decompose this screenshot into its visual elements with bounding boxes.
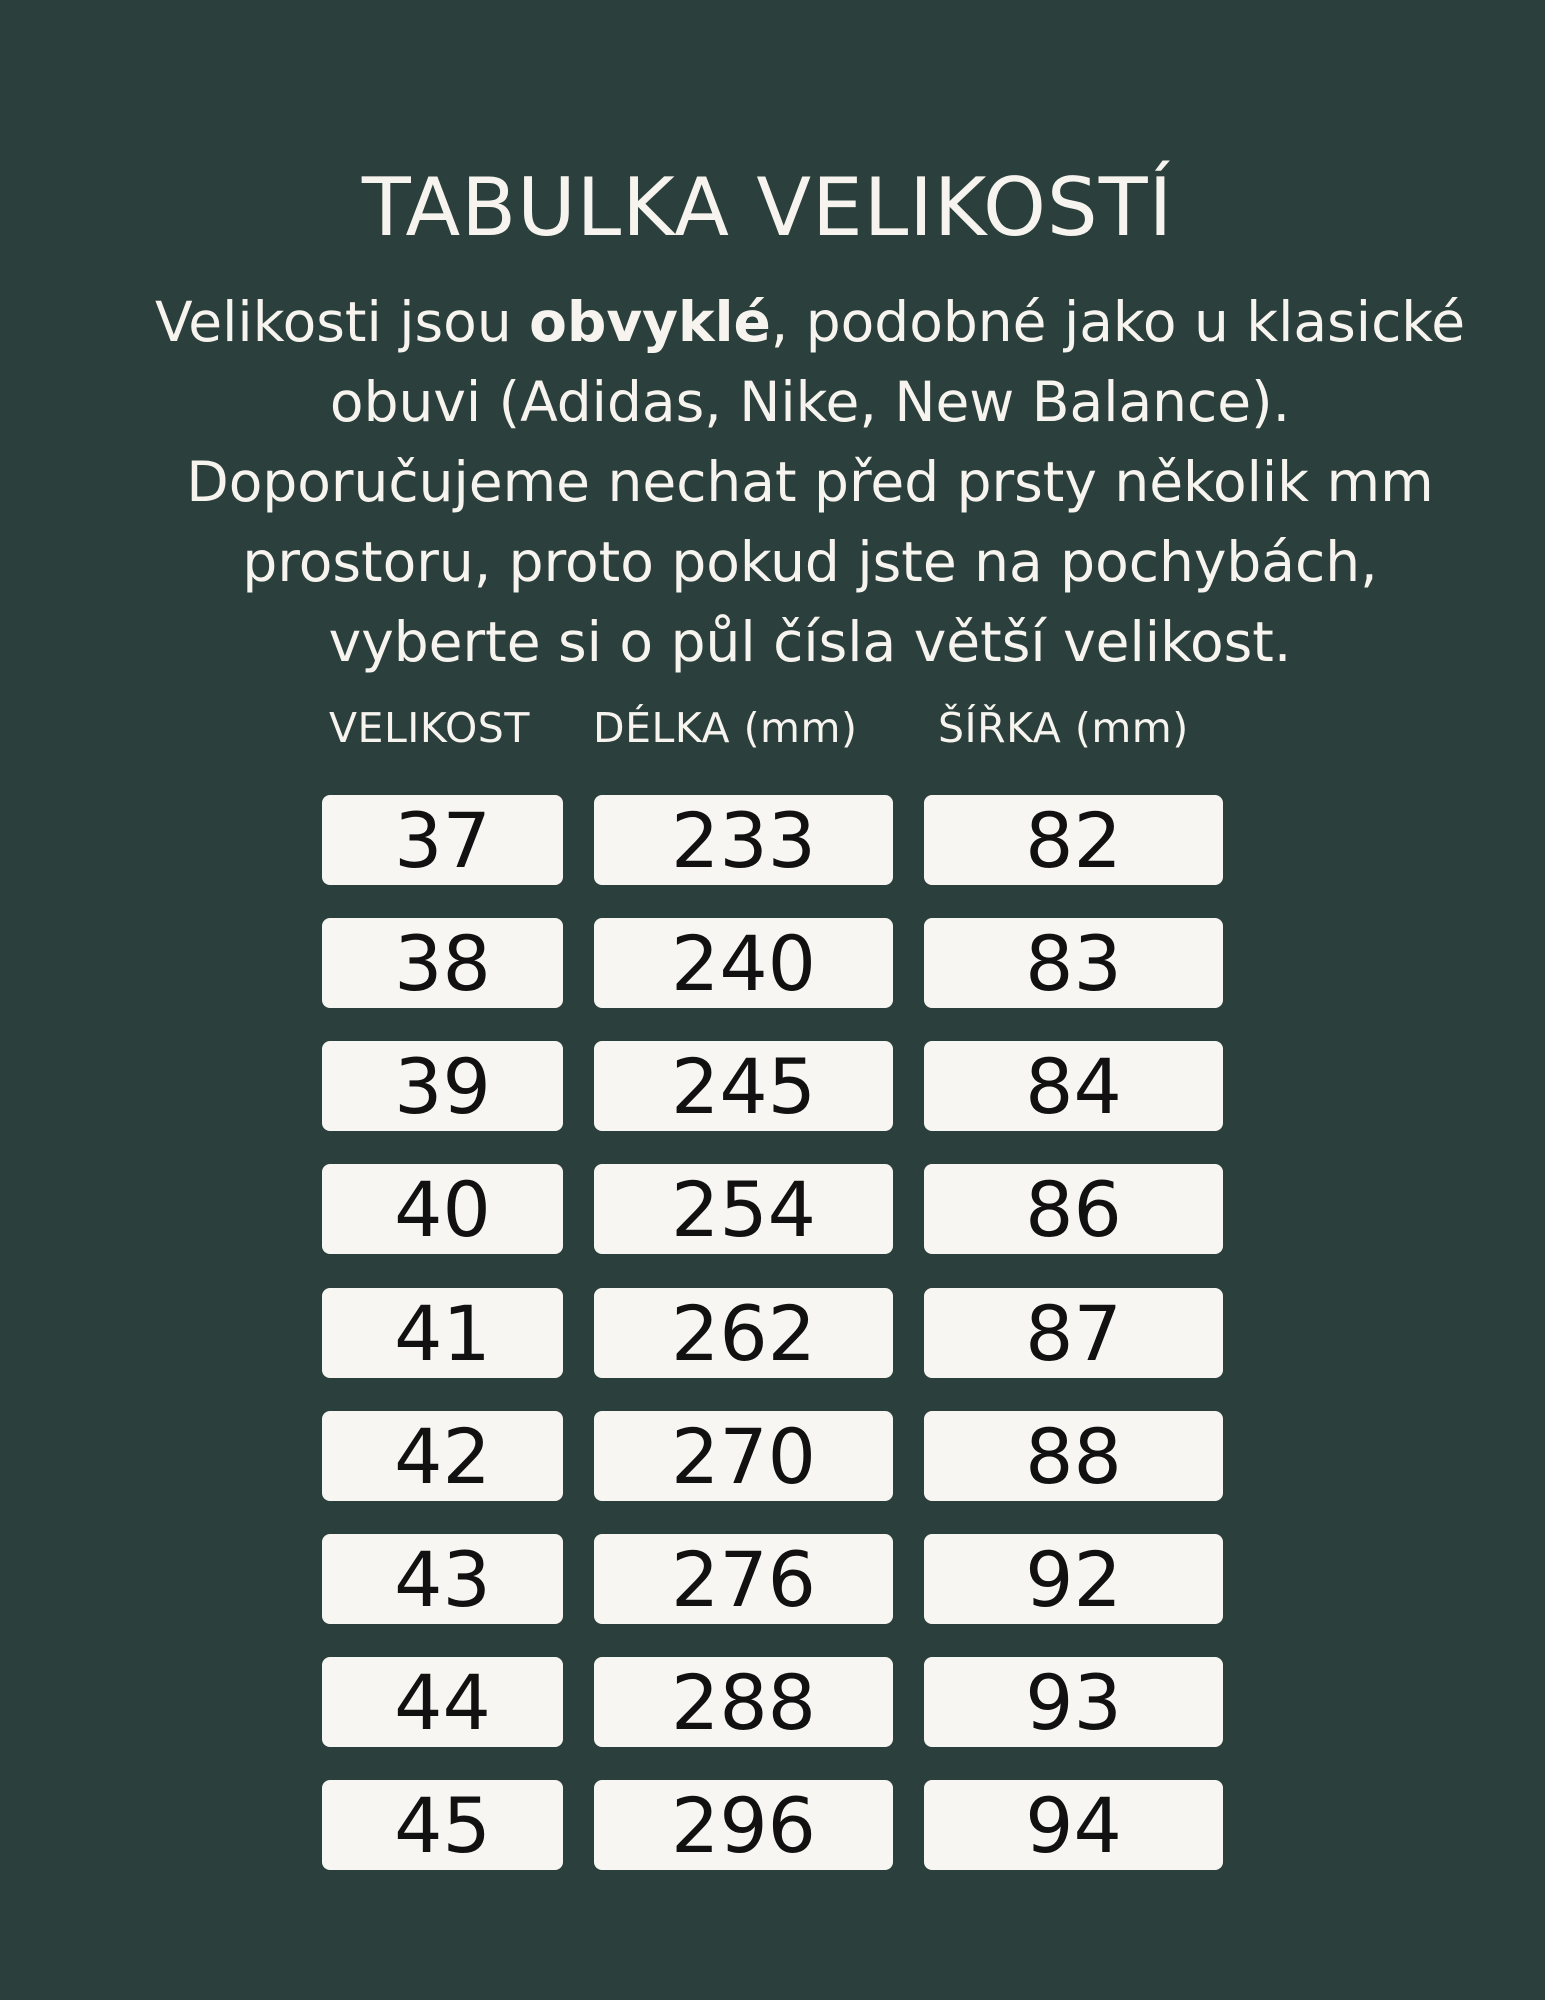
intro-text xyxy=(100,282,1520,682)
width-cell: 94 xyxy=(924,1780,1223,1870)
intro-line-1-bold: obvyklé xyxy=(529,290,771,354)
width-cell: 86 xyxy=(924,1164,1223,1254)
length-cell: 245 xyxy=(594,1041,893,1131)
width-cell: 88 xyxy=(924,1411,1223,1501)
column-header-length: DÉLKA (mm) xyxy=(593,704,858,752)
length-cell: 262 xyxy=(594,1288,893,1378)
size-cell: 41 xyxy=(322,1288,563,1378)
size-cell: 40 xyxy=(322,1164,563,1254)
size-cell: 45 xyxy=(322,1780,563,1870)
width-cell: 82 xyxy=(924,795,1223,885)
column-header-size: VELIKOST xyxy=(329,704,530,752)
column-header-width: ŠÍŘKA (mm) xyxy=(938,704,1189,752)
length-cell: 296 xyxy=(594,1780,893,1870)
intro-line-2: obuvi (Adidas, Nike, New Balance). xyxy=(329,370,1291,434)
length-cell: 270 xyxy=(594,1411,893,1501)
size-cell: 37 xyxy=(322,795,563,885)
size-cell: 38 xyxy=(322,918,563,1008)
size-cell: 43 xyxy=(322,1534,563,1624)
size-cell: 44 xyxy=(322,1657,563,1747)
intro-line-3: Doporučujeme nechat před prsty několik mm xyxy=(186,450,1434,514)
width-cell: 93 xyxy=(924,1657,1223,1747)
intro-line-4: prostoru, proto pokud jste na pochybách, xyxy=(242,530,1378,594)
length-cell: 288 xyxy=(594,1657,893,1747)
length-cell: 254 xyxy=(594,1164,893,1254)
page-title xyxy=(0,158,1545,258)
size-cell: 39 xyxy=(322,1041,563,1131)
intro-line-1 xyxy=(100,282,1520,362)
width-cell: 87 xyxy=(924,1288,1223,1378)
intro-line-1-end: , podobné jako u klasické xyxy=(770,290,1466,354)
length-cell: 233 xyxy=(594,795,893,885)
intro-line-5: vyberte si o půl čísla větší velikost. xyxy=(328,610,1292,674)
width-cell: 92 xyxy=(924,1534,1223,1624)
intro-line-1-start: Velikosti jsou xyxy=(154,290,530,354)
width-cell: 83 xyxy=(924,918,1223,1008)
length-cell: 276 xyxy=(594,1534,893,1624)
size-cell: 42 xyxy=(322,1411,563,1501)
width-cell: 84 xyxy=(924,1041,1223,1131)
page-title-text: TABULKA VELIKOSTÍ xyxy=(361,161,1174,254)
length-cell: 240 xyxy=(594,918,893,1008)
